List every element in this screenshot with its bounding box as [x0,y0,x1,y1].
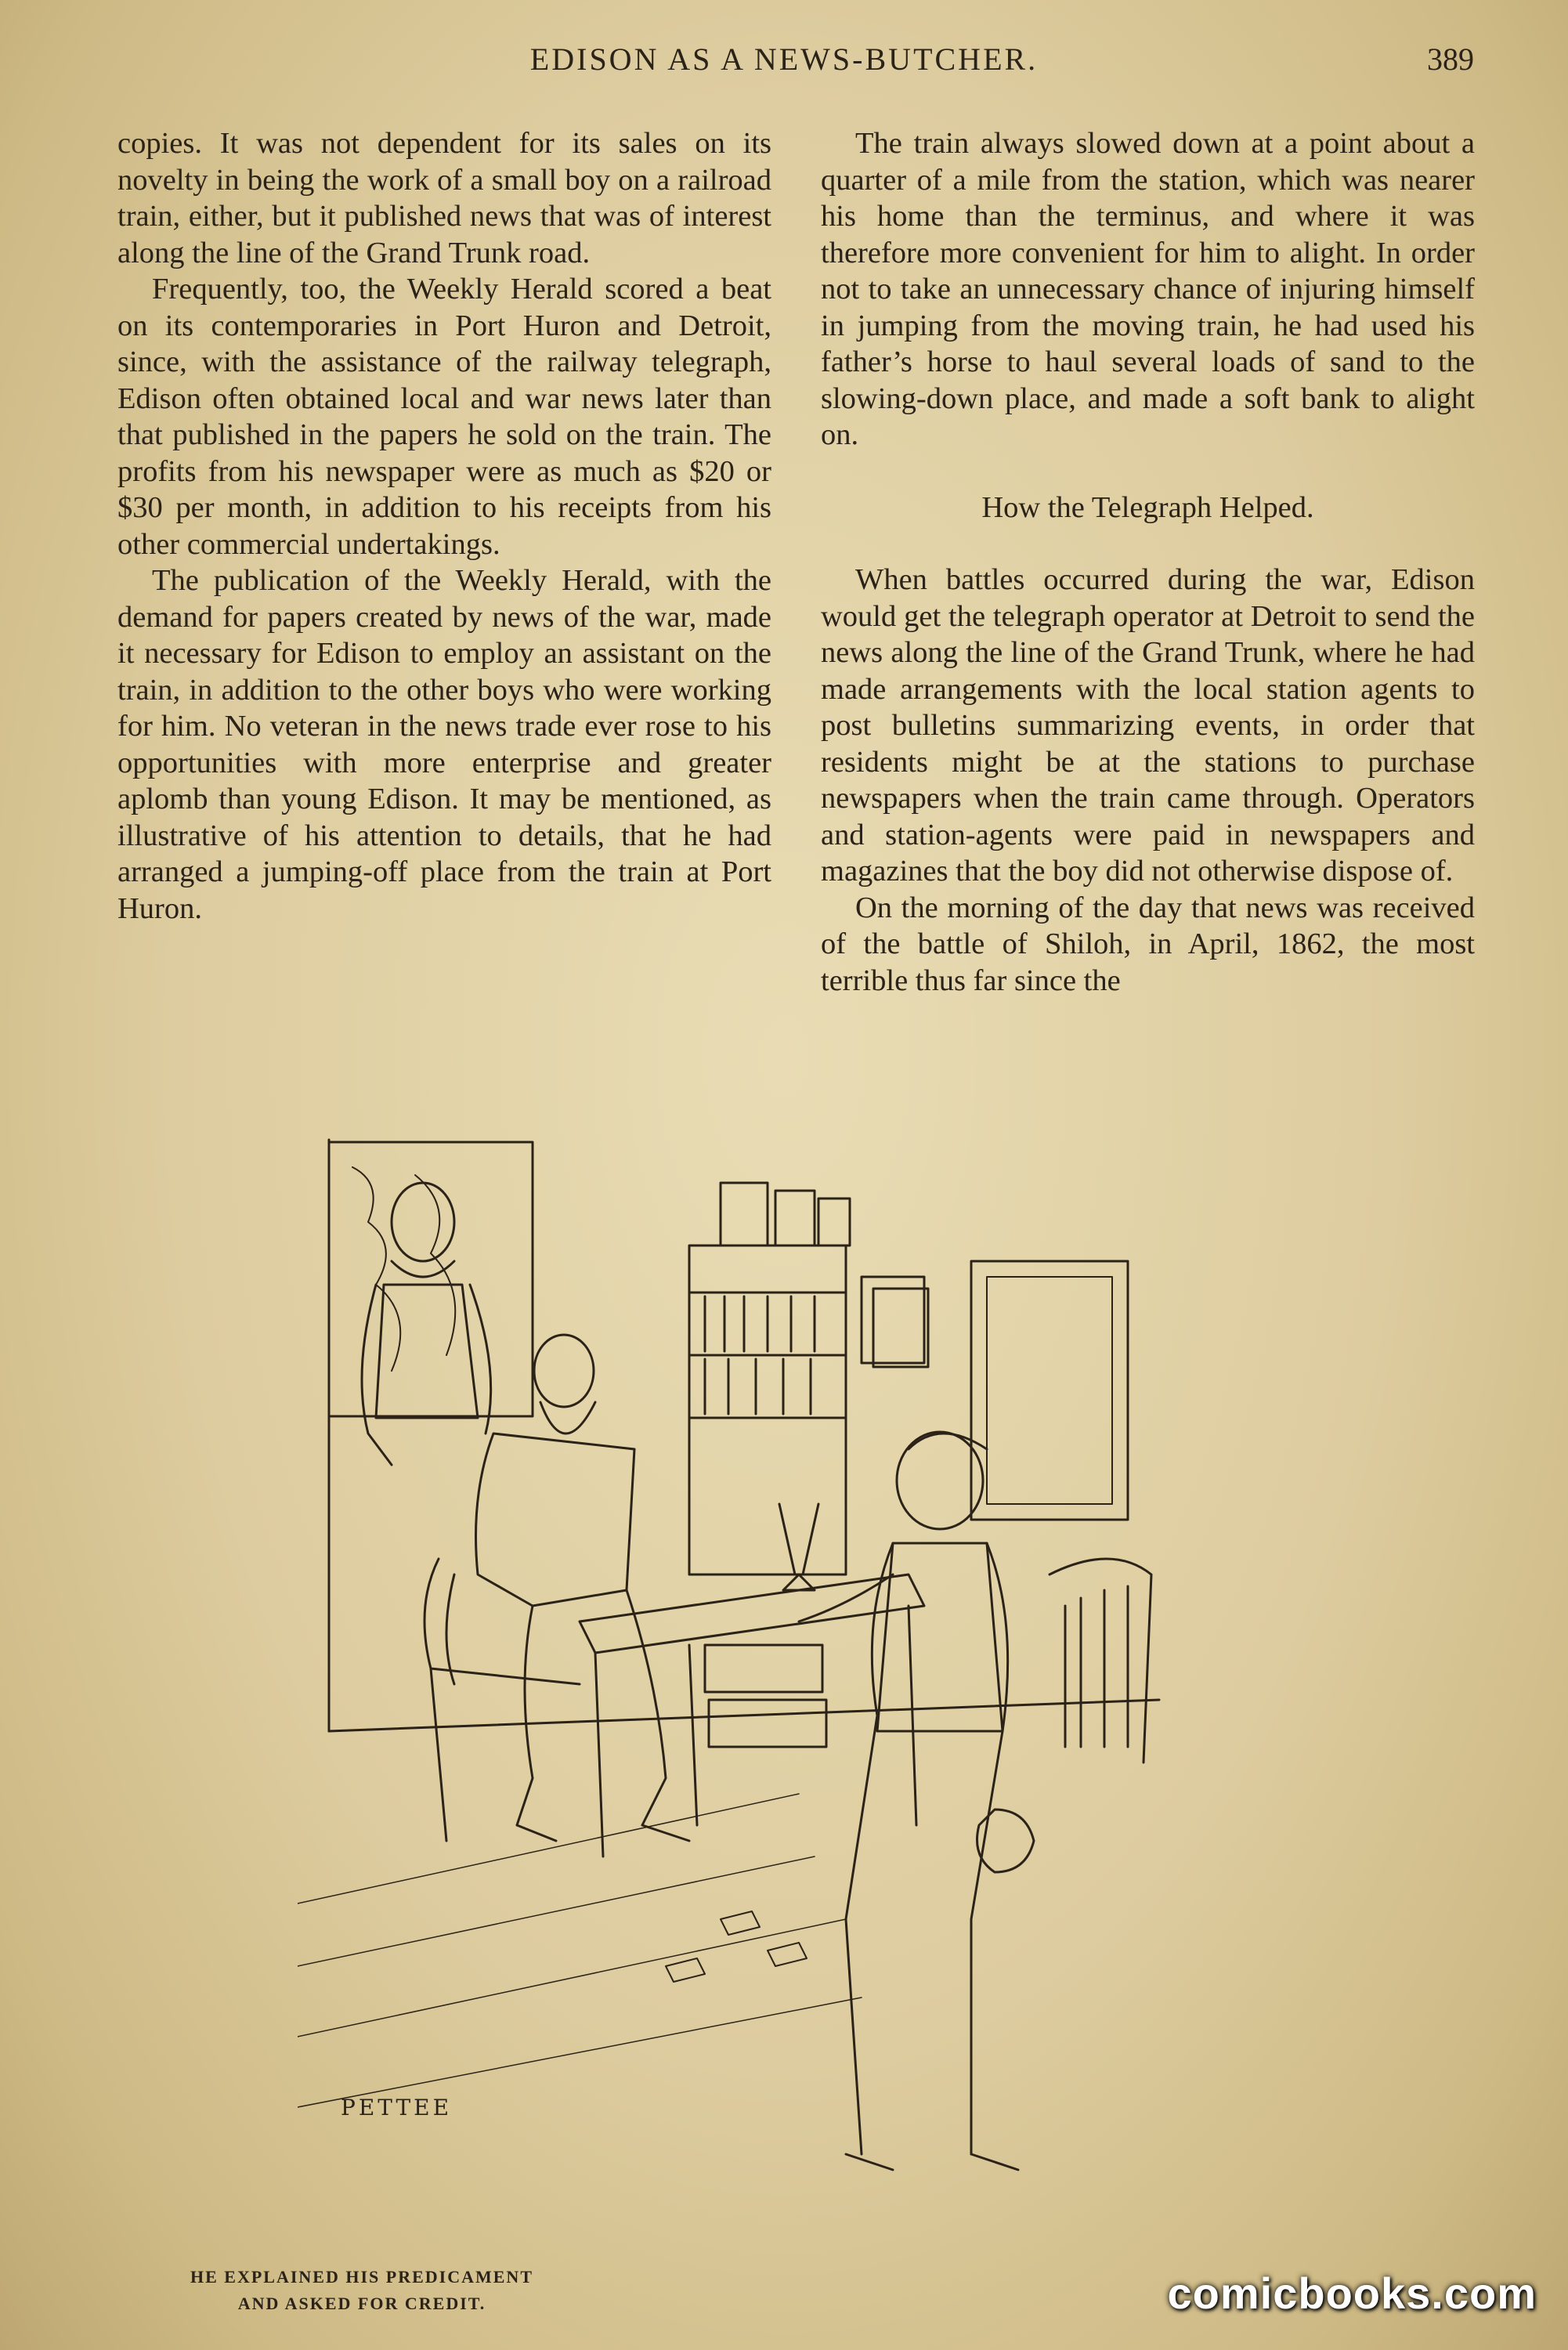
paragraph: On the morning of the day that news was received of the battle of Shiloh, in April, 1862, the most terrible thus far since the [821,891,1475,997]
floor-line [329,1700,1159,1731]
figure-seated-man-head [534,1335,594,1407]
running-title: EDISON AS A NEWS-BUTCHER. [529,42,1039,77]
illustration [298,1136,1206,2240]
illustration-caption [135,2264,589,2317]
figure-standing-man-head [392,1183,454,1261]
left-column [117,125,771,927]
paragraph: The train always slowed down at a point about a quarter of a mile from the station, which was nearer his home than the terminus, and where it was therefore more convenient for him to alight. In order not to take an unnecessary chance of injuring himself in jumping from the moving train, he had used his father’s horse to haul several loads of sand to the slowing-down place, and made a soft bank to alight on. [821,127,1475,451]
paragraph: The publication of the Weekly Herald, with the demand for papers created by news of the war, made it necessary for Edison to employ an assistant on the train, in addition to the other boys who were working for him. No veteran in the news trade ever rose to his opportunities with more enterprise and greater aplomb than young Edison. It may be mentioned, as illustrative of his attention to details, that he had arranged a jumping-off place from the train at Port Huron. [117,564,771,925]
page-number: 389 [1427,42,1474,77]
bookshelf [689,1246,846,1574]
artist-signature: PETTEE [341,2095,453,2120]
paragraph: Frequently, too, the Weekly Herald scored a beat on its contemporaries in Port Huron and Detroit, since, with the assistance of the railway telegraph, Edison often obtained local and war news later than that published in the papers he sold on the train. The profits from his newspaper were as much as $20 or $30 per month, in addition to his receipts from his other commercial undertakings. [117,273,771,561]
watermark: comicbooks.com [1167,2269,1537,2318]
paragraph: When battles occurred during the war, Edison would get the telegraph operator at Detroit to send the news along the line of the Grand Trunk, where he had made arrangements with the local station agents to post bulletins summarizing events, in order that residents might be at the stations to purchase newspapers when the train came through. Operators and station-agents were paid in newspapers and magazines that the boy did not otherwise dispose of. [821,563,1475,888]
right-column [821,125,1475,999]
wall-cabinet [971,1261,1128,1520]
section-heading: How the Telegraph Helped. [981,490,1314,524]
caption-line: AND ASKED FOR CREDIT. [237,2294,486,2313]
caption-line: HE EXPLAINED HIS PREDICAMENT [190,2267,533,2287]
paragraph: copies. It was not dependent for its sales on its novelty in being the work of a small boy on a railroad train, either, but it published news that was of interest along the line of the Grand Trunk road. [117,127,771,269]
